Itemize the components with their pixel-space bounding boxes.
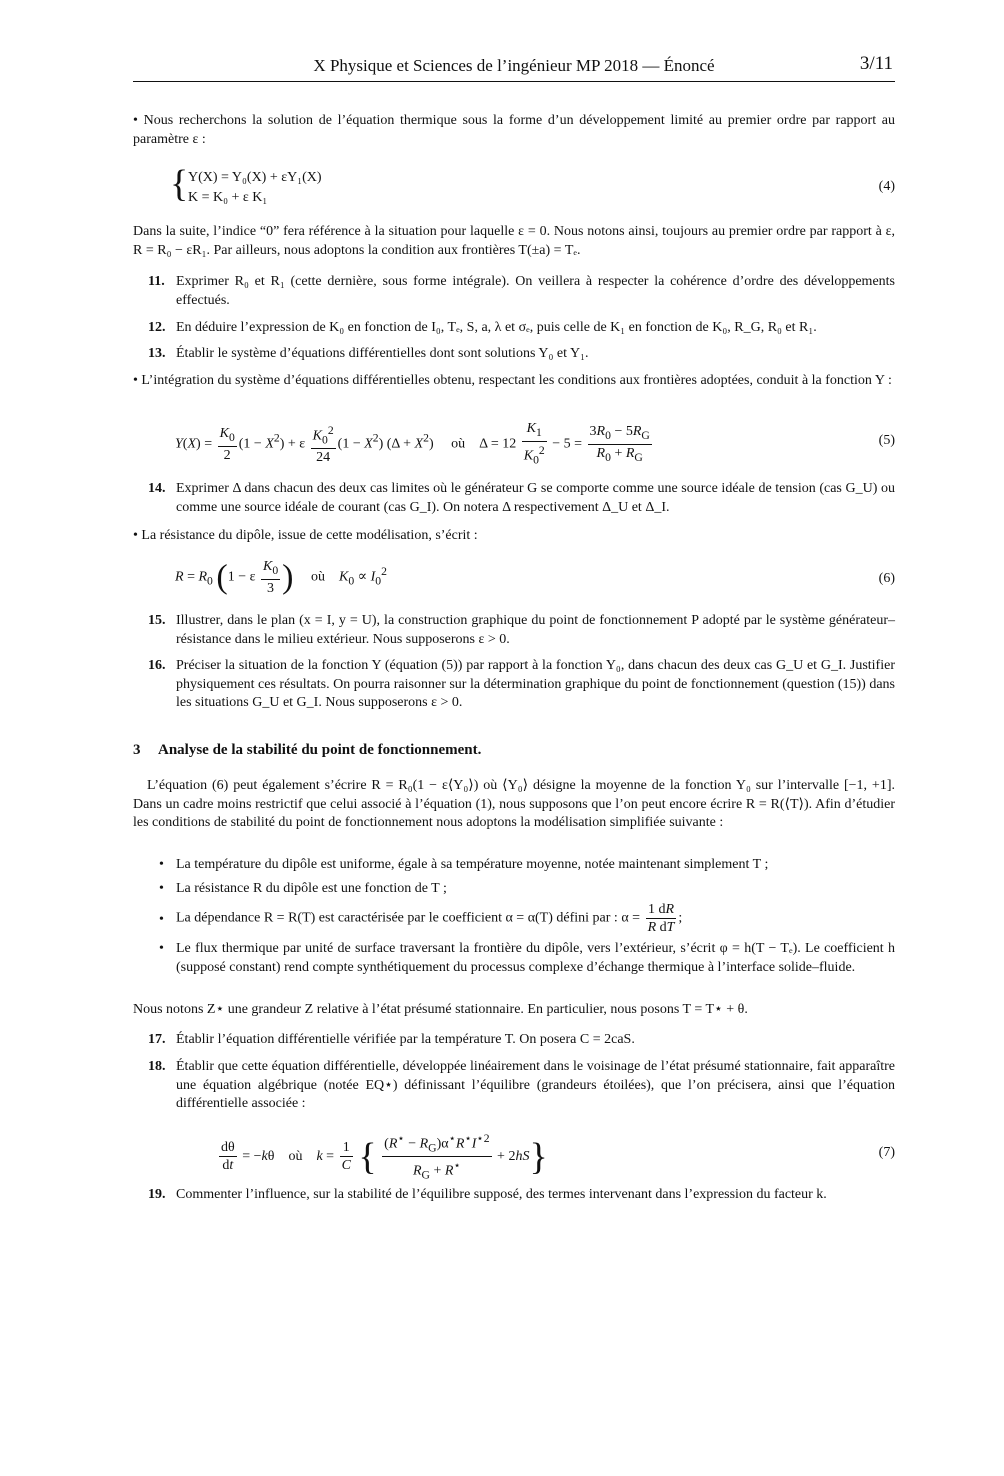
question-18	[148, 1058, 895, 1114]
equation-4-line1: Y(X) = Y₀(X) + εY₁(X)	[188, 170, 322, 185]
equation-5: Y(X) = $\frac{K_0}{2}$ $(1 - X^2) + \varepsilon$ $\frac{K_0^2}{24}$ $(1 - X^2)$ $(\Delta + X^2)$ où Δ = 12 $\frac{K_1}{K_0^2}$ − 5 = $\frac{3R_0 - 5R_G}{R_0 + R_G}$	[175, 421, 650, 467]
question-17-text: Établir l’équation différentielle vérifiée par la température T. On posera C = 2caS.	[176, 1032, 635, 1047]
question-12	[148, 319, 895, 338]
equation-6-label: (6)	[878, 571, 895, 586]
paragraph-integration: • L’intégration du système d’équations différentielles obtenu, respectant les conditions aux frontières adoptées, conduit à la fonction Y :	[133, 373, 892, 388]
paragraph-suite: Dans la suite, l’indice “0” fera référence à la situation pour laquelle ε = 0. Nous notons ainsi, toujours au premier ordre par rapport à ε, R = R₀ − εR₁. Par ailleurs, nous adoptons la condition aux frontières T(±a) = Tₑ.	[133, 224, 895, 258]
question-11-number: 11.	[148, 274, 165, 289]
bullet-3	[159, 901, 895, 936]
equation-4-line2: K = K₀ + ε K₁	[188, 190, 268, 205]
question-17	[148, 1031, 895, 1050]
question-15-number: 15.	[148, 613, 166, 628]
bullet-3-label: La dépendance R = R(T) est caractérisée par le coefficient α = α(T) défini par :	[176, 910, 618, 926]
page-number: 3/11	[859, 53, 893, 74]
bullet-2	[159, 880, 895, 899]
system-brace: {	[170, 163, 189, 205]
question-16-text: Préciser la situation de la fonction Y (équation (5)) par rapport à la fonction Y₀, dans chacun des deux cas G_U et G_I. Justifier physiquement ces résultats. On pourra raisonner sur la détermination graphique du point de fonctionnement (question (15)) dans les situations G_U et G_I. Nous supposerons ε > 0.	[176, 658, 895, 710]
question-15-text: Illustrer, dans le plan (x = I, y = U), la construction graphique du point de fonctionnement P adopté par le système générateur–résistance dans le milieu extérieur. Nous supposerons ε > 0.	[176, 613, 895, 647]
page-header	[133, 55, 895, 82]
question-19	[148, 1186, 895, 1205]
section-number: 3	[133, 742, 141, 758]
bullet-1-text: La température du dipôle est uniforme, égale à sa température moyenne, notée maintenant simplement T ;	[176, 857, 769, 872]
bullet-1	[159, 856, 895, 875]
paragraph-stability: L’équation (6) peut également s’écrire R = R₀(1 − ε⟨Y₀⟩) où ⟨Y₀⟩ désigne la moyenne de la fonction Y₀ sur l’intervalle [−1, +1]. Dans un cadre moins restrictif que celui associé à l’équation (1), nous supposons que l’on peut encore écrire R = R(⟨T⟩). Afin d’étudier les conditions de stabilité du point de fonctionnement nous adoptons la modélisation simplifiée suivante :	[133, 778, 895, 830]
question-14	[148, 480, 895, 517]
equation-6: $R = R_0$ (1 − ε $\frac{K_0}{3}$ ) où $K_0 \propto I_0^2$	[175, 558, 387, 596]
bullet-2-text: La résistance R du dipôle est une fonction de T ;	[176, 881, 447, 896]
equation-5-label: (5)	[878, 433, 895, 448]
question-12-text: En déduire l’expression de K₀ en fonction de I₀, Tₑ, S, a, λ et σₑ, puis celle de K₁ en fonction de K₀, R_G, R₀ et R₁.	[176, 320, 817, 335]
question-13-text: Établir le système d’équations différentielles dont sont solutions Y₀ et Y₁.	[176, 346, 589, 361]
question-17-number: 17.	[148, 1032, 166, 1047]
question-16-number: 16.	[148, 658, 166, 673]
question-14-number: 14.	[148, 481, 166, 496]
bullet-dot: •	[159, 912, 164, 927]
header-title: X Physique et Sciences de l’ingénieur MP 2018 — Énoncé	[313, 56, 715, 75]
paragraph-notation: Nous notons Z⋆ une grandeur Z relative à l’état présumé stationnaire. En particulier, nous posons T = T⋆ + θ.	[133, 1002, 748, 1017]
question-13	[148, 345, 895, 364]
question-12-number: 12.	[148, 320, 166, 335]
paragraph-intro: • Nous recherchons la solution de l’équation thermique sous la forme d’un développement limité au premier ordre par rapport au paramètre ε :	[133, 113, 895, 147]
question-14-text: Exprimer Δ dans chacun des deux cas limites où le générateur G se comporte comme une source idéale de tension (cas G_U) ou comme une source idéale de courant (cas G_I). On notera Δ respectivement Δ_U et Δ_I.	[176, 481, 895, 515]
question-19-text: Commenter l’influence, sur la stabilité de l’équilibre supposé, des termes intervenant dans l’expression du facteur k.	[176, 1187, 827, 1202]
question-13-number: 13.	[148, 346, 166, 361]
question-15	[148, 612, 895, 649]
bullet-dot: •	[159, 857, 164, 872]
section-heading	[133, 741, 481, 760]
question-18-number: 18.	[148, 1059, 166, 1074]
question-16	[148, 657, 895, 713]
equation-7-label: (7)	[878, 1145, 895, 1160]
bullet-dot: •	[159, 941, 164, 956]
bullet-4	[159, 940, 895, 977]
equation-7: $\frac{d\theta}{dt}$ = −kθ où k = $\frac{1}{C}$ { $\frac{(R^⋆ - R_G)\alpha^⋆R^⋆I^{⋆2}}{R_G + R^⋆}$ + 2hS}	[221, 1132, 548, 1182]
bullet-dot: •	[159, 881, 164, 896]
question-19-number: 19.	[148, 1187, 166, 1202]
section-title: Analyse de la stabilité du point de fonctionnement.	[158, 742, 482, 758]
question-11-text: Exprimer R₀ et R₁ (cette dernière, sous forme intégrale). On veillera à respecter la cohérence d’ordre des développements effectués.	[176, 274, 895, 308]
bullet-3-text: La dépendance R = R(T) est caractérisée par le coefficient α = α(T) défini par : α = $\frac{1 dR}{\text{R dT}}$ ;	[176, 902, 683, 935]
equation-4-label: (4)	[878, 179, 895, 194]
question-11	[148, 273, 895, 310]
equation-4	[188, 168, 322, 208]
question-18-text: Établir que cette équation différentielle, développée linéairement dans le voisinage de l’état présumé stationnaire, fait apparaître une équation algébrique (notée EQ⋆) définissant l’équilibre (grandeurs étoilées), que l’on précisera, ainsi que l’équation différentielle associée :	[176, 1059, 895, 1111]
paragraph-resistance: • La résistance du dipôle, issue de cette modélisation, s’écrit :	[133, 528, 478, 543]
bullet-4-text: Le flux thermique par unité de surface traversant la frontière du dipôle, vers l’extérieur, s’écrit φ = h(T − Tₑ). Le coefficient h (supposé constant) rend compte synthétiquement du processus complexe d’échange thermique à l’interface solide–fluide.	[176, 941, 895, 975]
